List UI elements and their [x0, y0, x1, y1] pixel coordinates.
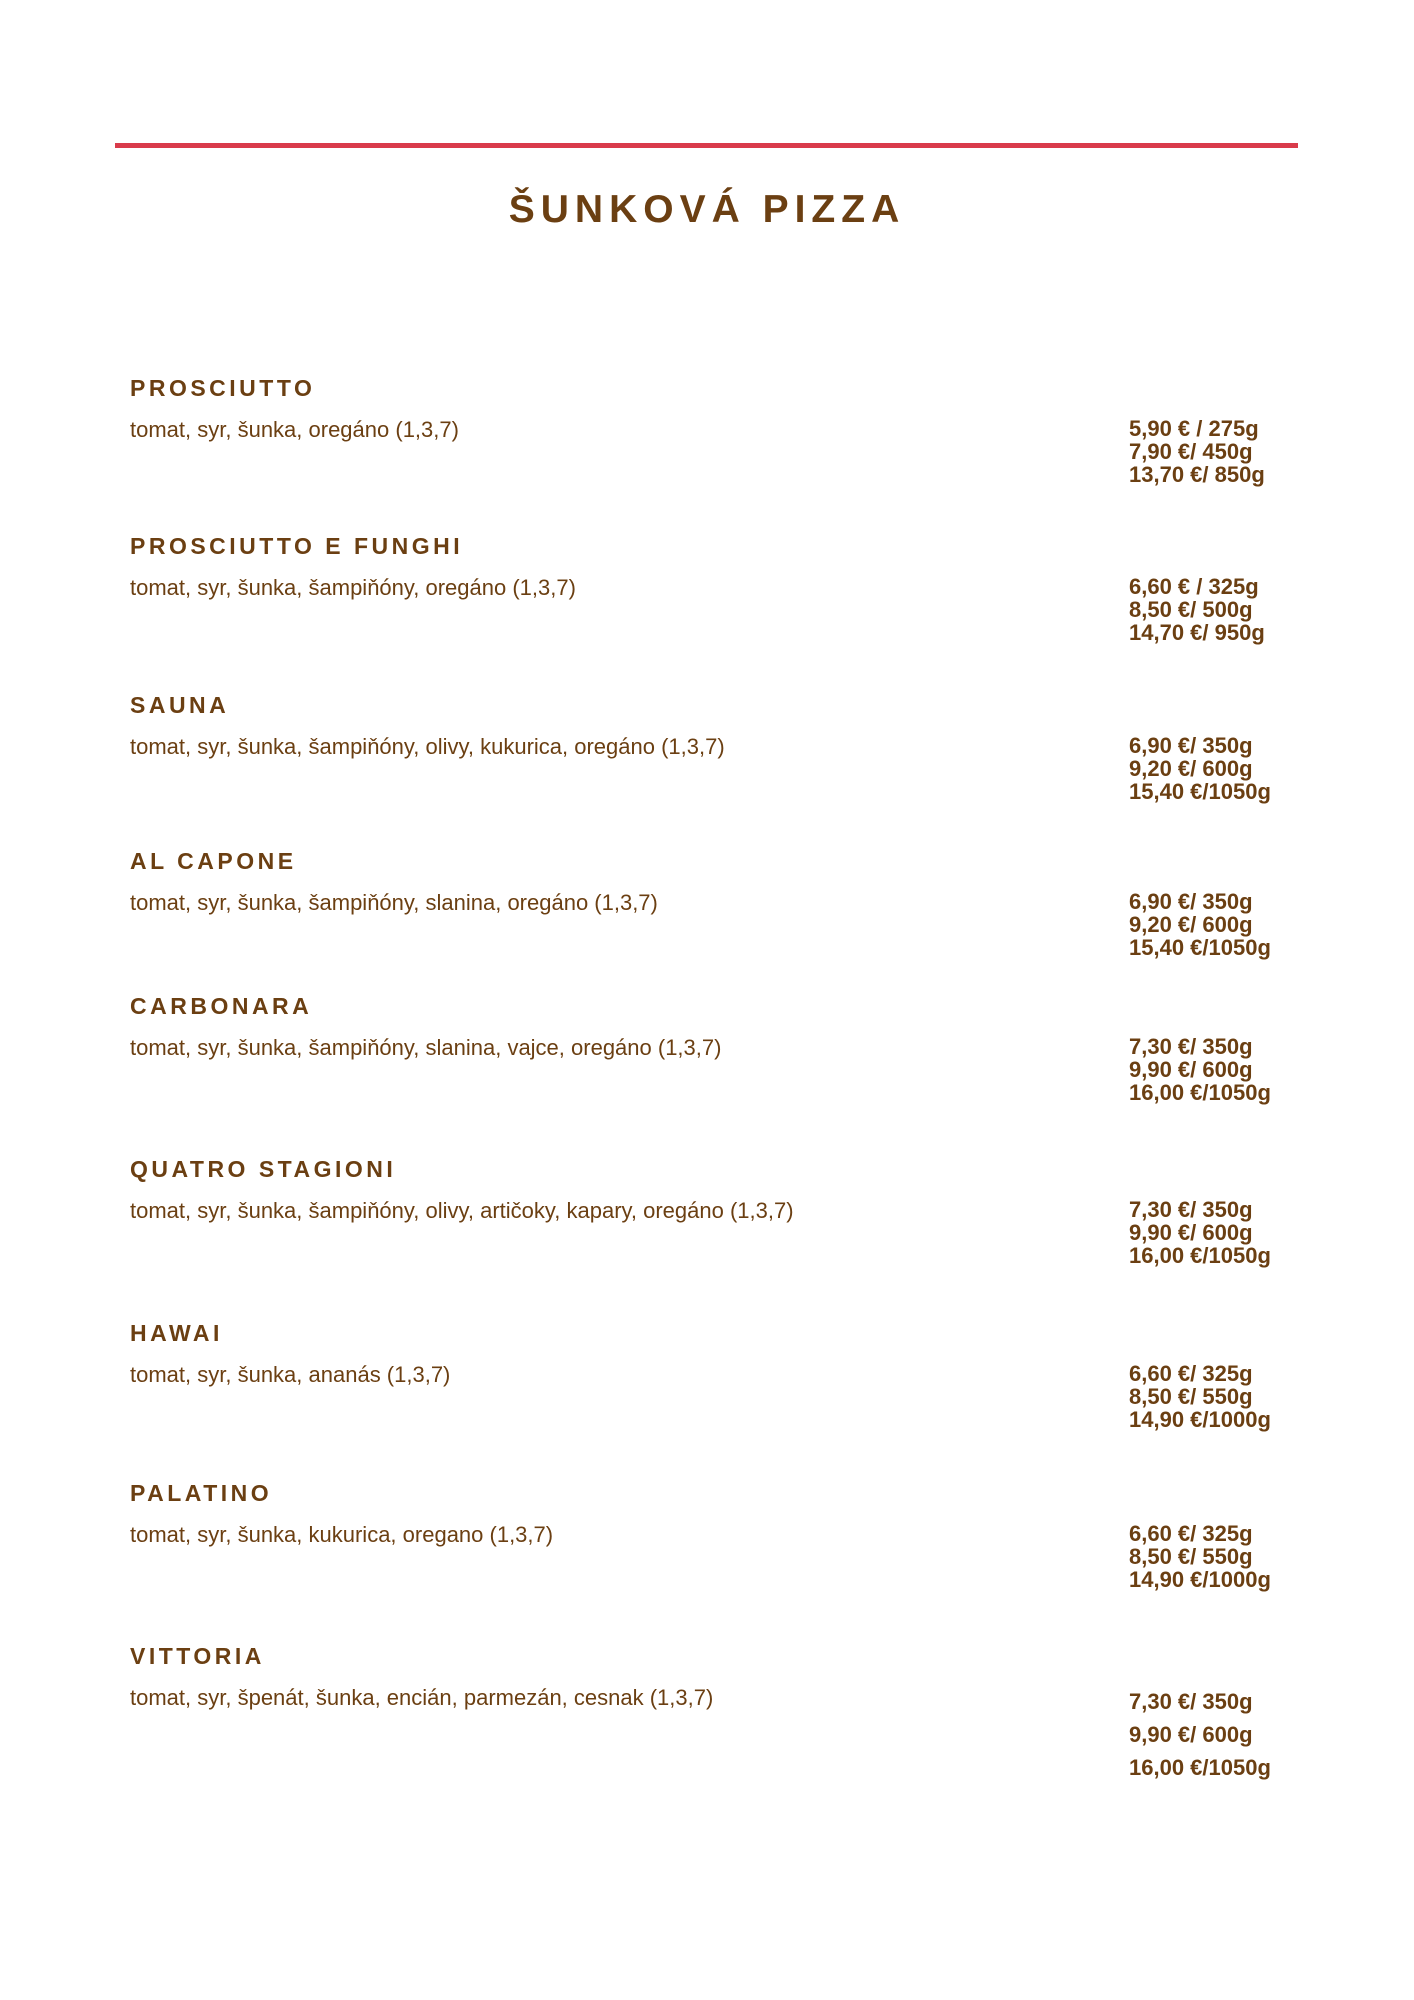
item-prices: [1129, 734, 1299, 803]
price-large: 16,00 €/1050g: [1129, 1080, 1271, 1105]
price-medium: 9,20 €/ 600g: [1129, 756, 1253, 781]
item-prices: [1129, 417, 1299, 486]
item-description: tomat, syr, šunka, šampiňóny, olivy, kukurica, oregáno (1,3,7): [130, 734, 725, 759]
item-name: AL CAPONE: [130, 848, 297, 874]
price-medium: 8,50 €/ 500g: [1129, 597, 1253, 622]
price-large: 15,40 €/1050g: [1129, 935, 1271, 960]
price-small: 6,90 €/ 350g: [1129, 889, 1253, 914]
price-small: 6,60 € / 325g: [1129, 574, 1259, 599]
item-description: tomat, syr, šunka, ananás (1,3,7): [130, 1362, 451, 1387]
item-name: VITTORIA: [130, 1643, 265, 1669]
item-prices: [1129, 890, 1299, 959]
price-small: 7,30 €/ 350g: [1129, 1034, 1253, 1059]
price-medium: 8,50 €/ 550g: [1129, 1384, 1253, 1409]
price-large: 16,00 €/1050g: [1129, 1243, 1271, 1268]
item-prices: [1129, 1198, 1299, 1267]
item-name: HAWAI: [130, 1320, 223, 1346]
page-title: ŠUNKOVÁ PIZZA: [508, 188, 906, 231]
menu-item-palatino: [130, 1480, 1300, 1630]
item-prices: [1129, 1685, 1299, 1784]
menu-item-quatro-stagioni: [130, 1156, 1300, 1306]
item-description: tomat, syr, šunka, šampiňóny, oregáno (1,3,7): [130, 575, 576, 600]
item-name: PALATINO: [130, 1480, 273, 1506]
menu-item-carbonara: [130, 993, 1300, 1143]
price-medium: 9,90 €/ 600g: [1129, 1057, 1253, 1082]
menu-item-prosciutto: [130, 375, 1300, 525]
item-description: tomat, syr, šunka, oregáno (1,3,7): [130, 417, 459, 442]
price-small: 7,30 €/ 350g: [1129, 1197, 1253, 1222]
item-name: SAUNA: [130, 692, 230, 718]
price-small: 6,60 €/ 325g: [1129, 1521, 1253, 1546]
item-name: QUATRO STAGIONI: [130, 1156, 397, 1182]
item-prices: [1129, 1035, 1299, 1104]
price-small: 6,60 €/ 325g: [1129, 1361, 1253, 1386]
item-name: CARBONARA: [130, 993, 313, 1019]
price-large: 14,90 €/1000g: [1129, 1567, 1271, 1592]
price-small: 7,30 €/ 350g: [1129, 1689, 1253, 1714]
item-prices: [1129, 1362, 1299, 1431]
price-large: 13,70 €/ 850g: [1129, 462, 1265, 487]
item-prices: [1129, 1522, 1299, 1591]
price-small: 6,90 €/ 350g: [1129, 733, 1253, 758]
menu-item-hawai: [130, 1320, 1300, 1470]
price-medium: 9,90 €/ 600g: [1129, 1220, 1253, 1245]
item-description: tomat, syr, šunka, šampiňóny, olivy, artičoky, kapary, oregáno (1,3,7): [130, 1198, 794, 1223]
item-name: PROSCIUTTO E FUNGHI: [130, 533, 464, 559]
top-divider: [115, 143, 1298, 148]
item-name: PROSCIUTTO: [130, 375, 316, 401]
menu-item-vittoria: [130, 1643, 1300, 1793]
price-medium: 9,20 €/ 600g: [1129, 912, 1253, 937]
price-large: 15,40 €/1050g: [1129, 779, 1271, 804]
menu-item-al-capone: [130, 848, 1300, 998]
menu-item-prosciutto-e-funghi: [130, 533, 1300, 683]
price-large: 14,90 €/1000g: [1129, 1407, 1271, 1432]
item-prices: [1129, 575, 1299, 644]
item-description: tomat, syr, šunka, šampiňóny, slanina, oregáno (1,3,7): [130, 890, 658, 915]
price-large: 14,70 €/ 950g: [1129, 620, 1265, 645]
price-medium: 8,50 €/ 550g: [1129, 1544, 1253, 1569]
price-small: 5,90 € / 275g: [1129, 416, 1259, 441]
menu-item-sauna: [130, 692, 1300, 842]
price-medium: 7,90 €/ 450g: [1129, 439, 1253, 464]
item-description: tomat, syr, šunka, kukurica, oregano (1,3,7): [130, 1522, 554, 1547]
price-large: 16,00 €/1050g: [1129, 1755, 1271, 1780]
item-description: tomat, syr, špenát, šunka, encián, parmezán, cesnak (1,3,7): [130, 1685, 714, 1710]
price-medium: 9,90 €/ 600g: [1129, 1722, 1253, 1747]
item-description: tomat, syr, šunka, šampiňóny, slanina, vajce, oregáno (1,3,7): [130, 1035, 722, 1060]
